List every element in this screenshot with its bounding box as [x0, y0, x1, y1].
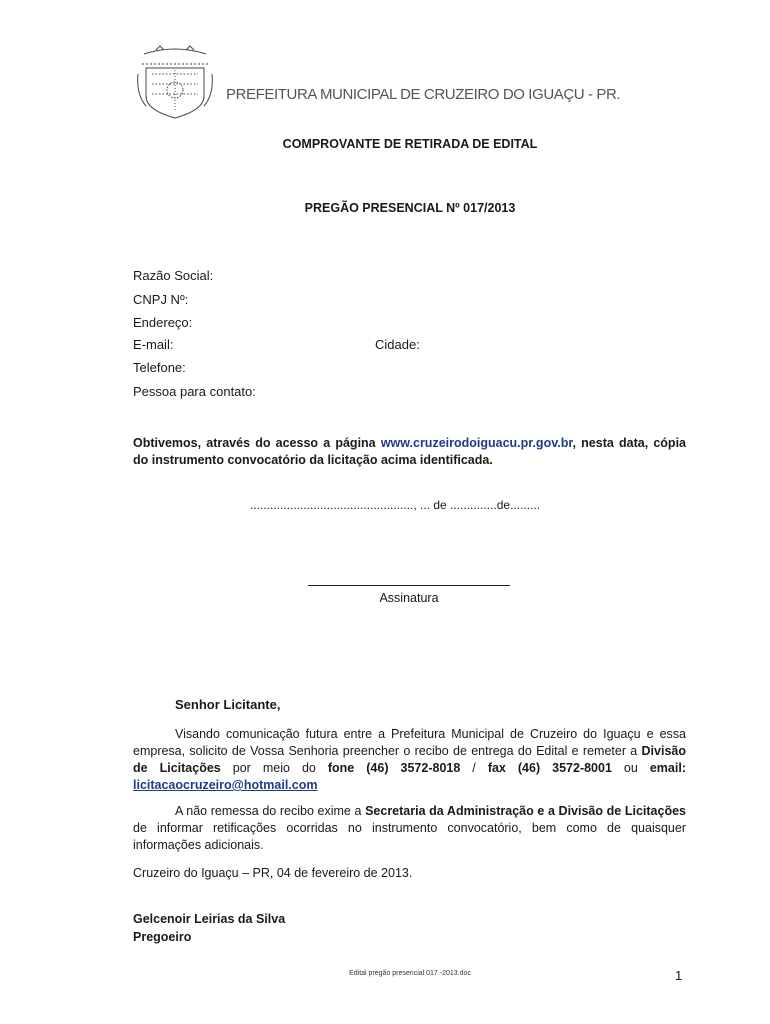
statement-text-2: , nesta data, cópia do instrumento convocatório da licitação acima identificada. — [133, 436, 686, 467]
field-email: E-mail: — [133, 337, 174, 352]
p1-phone: fone (46) 3572-8018 — [327, 761, 461, 775]
field-cidade: Cidade: — [375, 337, 420, 352]
page-number: 1 — [675, 968, 683, 983]
p2-departments: Secretaria da Administração e a Divisão de Licitações — [365, 804, 686, 818]
website-link[interactable]: www.cruzeirodoiguacu.pr.gov.br — [380, 436, 573, 450]
field-contato: Pessoa para contato: — [133, 384, 256, 399]
letter-paragraph-2 — [133, 803, 686, 854]
municipal-seal-icon — [136, 44, 214, 122]
p2-text-a: A não remessa do recibo exime a — [175, 804, 366, 818]
signer-role: Pregoeiro — [133, 930, 192, 944]
signature-line — [308, 575, 510, 586]
field-cnpj: CNPJ Nº: — [133, 292, 189, 307]
signature-label: Assinatura — [379, 591, 439, 605]
document-subtitle: PREGÃO PRESENCIAL Nº 017/2013 — [304, 201, 516, 215]
statement-text-1: Obtivemos, através do acesso a página — [133, 436, 381, 450]
field-razao-social: Razão Social: — [133, 268, 214, 283]
field-endereco: Endereço: — [133, 315, 193, 330]
date-placeholder-line: ................................................., ... de ..............de......... — [250, 498, 541, 512]
signer-name: Gelcenoir Leirias da Silva — [133, 912, 286, 926]
place-and-date: Cruzeiro do Iguaçu – PR, 04 de fevereiro de 2013. — [133, 866, 413, 880]
p1-text-a: Visando comunicação futura entre a Prefeitura Municipal de Cruzeiro do Iguaçu e essa empresa, solicito de Vossa Senhoria preencher o recibo de entrega do Edital e remeter a — [133, 727, 686, 758]
footer-filename: Edital pregão presencial 017 -2013.doc — [349, 970, 471, 977]
p1-fax: fax (46) 3572-8001 — [487, 761, 612, 775]
letter-paragraph-1 — [133, 726, 686, 794]
p1-text-e: / — [460, 761, 488, 775]
email-link[interactable]: licitacaocruzeiro@hotmail.com — [133, 778, 318, 792]
p1-text-c: por meio do — [220, 761, 328, 775]
retrieval-statement — [133, 435, 686, 469]
p1-division: Divisão de Licitações — [133, 744, 686, 775]
letter-greeting: Senhor Licitante, — [175, 697, 281, 712]
p1-text-g: ou — [611, 761, 650, 775]
p1-email-label: email: — [649, 761, 686, 775]
organization-title: PREFEITURA MUNICIPAL DE CRUZEIRO DO IGUAÇU - PR. — [226, 86, 621, 103]
field-telefone: Telefone: — [133, 360, 186, 375]
p2-text-c: de informar retificações ocorridas no instrumento convocatório, bem como de quaisquer informações adicionais. — [133, 821, 686, 852]
document-title: COMPROVANTE DE RETIRADA DE EDITAL — [282, 137, 538, 151]
